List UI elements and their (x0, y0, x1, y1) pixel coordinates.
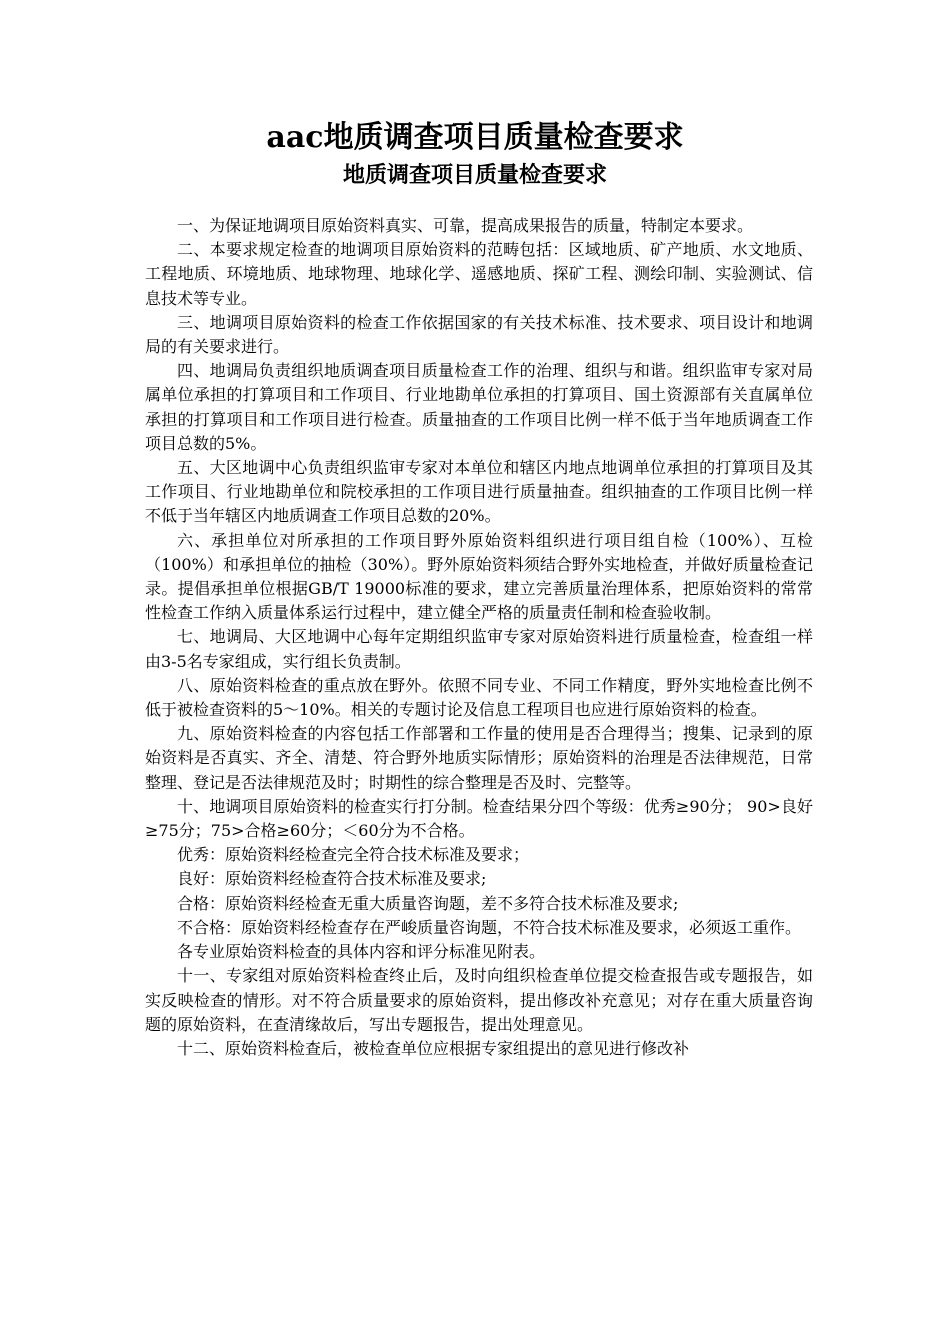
paragraph: 四、地调局负责组织地质调查项目质量检查工作的治理、组织与和谐。组织监审专家对局属单位承担的打算项目和工作项目、行业地勘单位承担的打算项目、国土资源部有关直属单位承担的打算项目和工作项目进行检查。质量抽查的工作项目比例一样不低于当年地质调查工作项目总数的5%。 (145, 361, 813, 453)
document-subtitle: 地质调查项目质量检查要求 (342, 162, 607, 188)
document-title: aac地质调查项目质量检查要求 (266, 120, 684, 155)
grade-pass: 合格：原始资料经检查无重大质量咨询题，差不多符合技术标准及要求; (177, 893, 679, 913)
paragraph: 十、地调项目原始资料的检查实行打分制。检查结果分四个等级：优秀≥90分； 90>良好≥75分；75>合格≥60分；＜60分为不合格。 (145, 796, 813, 841)
paragraph: 十二、原始资料检查后，被检查单位应根据专家组提出的意见进行修改补 (177, 1038, 690, 1058)
paragraph: 二、本要求规定检查的地调项目原始资料的范畴包括：区域地质、矿产地质、水文地质、工程地质、环境地质、地球物理、地球化学、遥感地质、探矿工程、测绘印制、实验测试、信息技术等专业。 (145, 240, 813, 308)
paragraph: 六、承担单位对所承担的工作项目野外原始资料组织进行项目组自检（100%）、互检（100%）和承担单位的抽检（30%）。野外原始资料须结合野外实地检查，并做好质量检查记录。提倡承担单位根据GB/T 19000标准的要求，建立完善质量治理体系，把原始资料的常常性检查工作纳入质量体系运行过程中，建立健全严格的质量责任制和检查验收制。 (145, 530, 813, 623)
paragraph: 七、地调局、大区地调中心每年定期组织监审专家对原始资料进行质量检查，检查组一样由3-5名专家组成，实行组长负责制。 (145, 627, 813, 671)
paragraph: 九、原始资料检查的内容包括工作部署和工作量的使用是否合理得当；搜集、记录到的原始资料是否真实、齐全、清楚、符合野外地质实际情形；原始资料的治理是否法律规范，日常整理、登记是否法律规范及时；时期性的综合整理是否及时、完整等。 (145, 724, 813, 792)
grade-good: 良好：原始资料经检查符合技术标准及要求; (177, 869, 487, 889)
paragraph: 五、大区地调中心负责组织监审专家对本单位和辖区内地点地调单位承担的打算项目及其工作项目、行业地勘单位和院校承担的工作项目进行质量抽查。组织抽查的工作项目比例一样不低于当年辖区内地质调查工作项目总数的20%。 (145, 458, 813, 526)
paragraph: 三、地调项目原始资料的检查工作依据国家的有关技术标准、技术要求、项目设计和地调局的有关要求进行。 (145, 312, 813, 357)
paragraph: 各专业原始资料检查的具体内容和评分标准见附表。 (177, 942, 546, 962)
paragraph: 十一、专家组对原始资料检查终止后，及时向组织检查单位提交检查报告或专题报告，如实反映检查的情形。对不符合质量要求的原始资料，提出修改补充意见；对存在重大质量咨询题的原始资料，在查清缘故后，写出专题报告，提出处理意见。 (145, 966, 813, 1034)
grade-excellent: 优秀：原始资料经检查完全符合技术标准及要求； (177, 845, 530, 865)
paragraph: 八、原始资料检查的重点放在野外。依照不同专业、不同工作精度，野外实地检查比例不低于被检查资料的5～10%。相关的专题讨论及信息工程项目也应进行原始资料的检查。 (145, 675, 813, 720)
paragraph: 一、为保证地调项目原始资料真实、可靠，提高成果报告的质量，特制定本要求。 (177, 216, 754, 235)
document-body (145, 214, 813, 1061)
grade-fail: 不合格：原始资料经检查存在严峻质量咨询题，不符合技术标准及要求，必须返工重作。 (177, 917, 802, 937)
